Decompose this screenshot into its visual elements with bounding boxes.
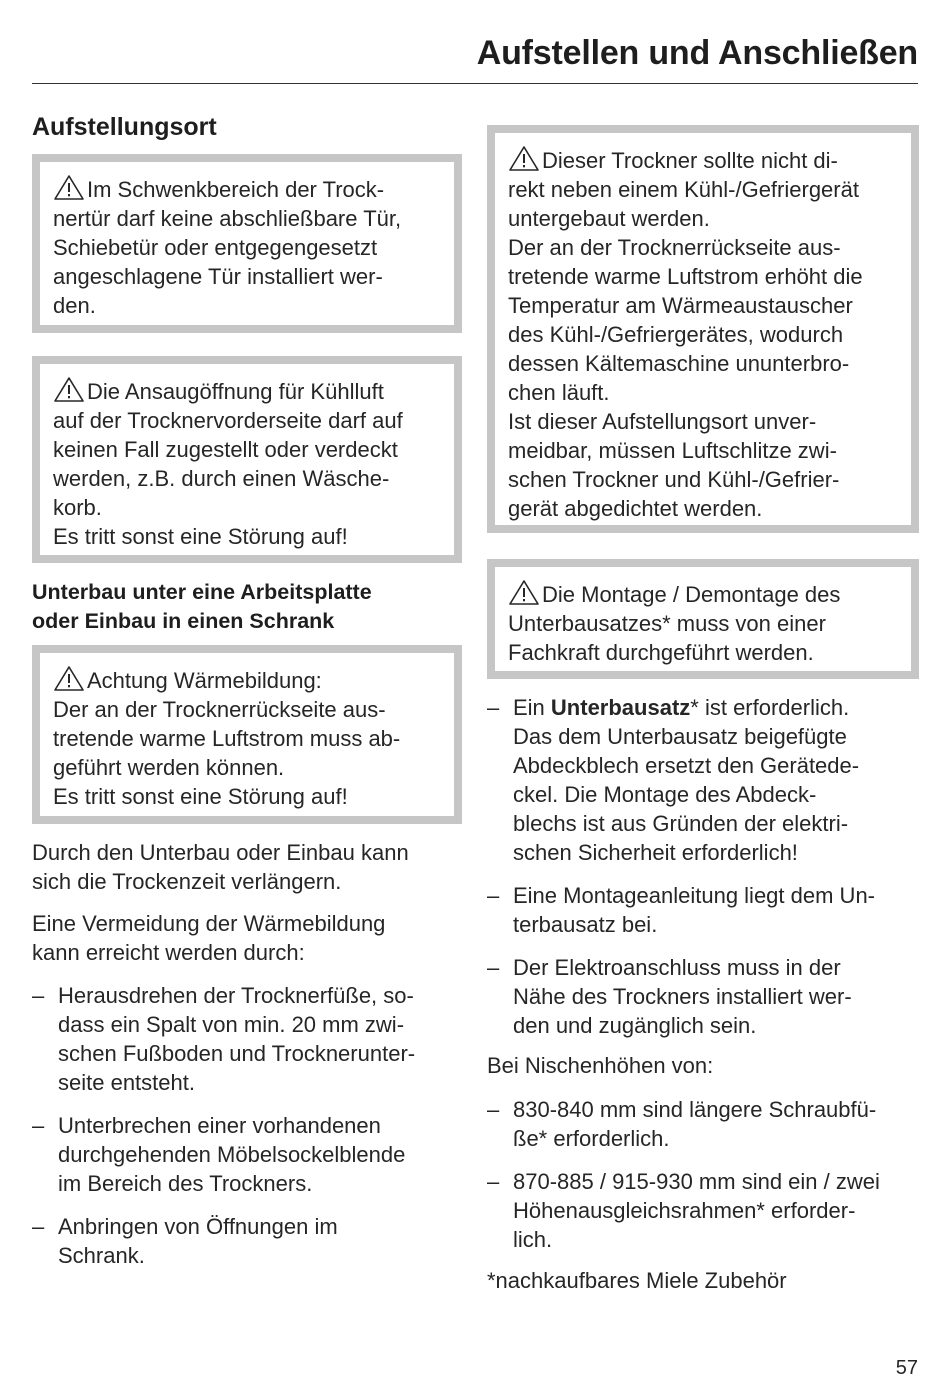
warning-box-swing-area [32, 154, 462, 333]
warning-text: Die Ansaugöffnung für Kühlluft auf der Trocknervorderseite darf auf keinen Fall zugestellt oder verdeckt werden, z.B. durch einen Wäsche- korb. Es tritt sonst eine Störung auf! [53, 376, 440, 551]
warning-triangle-icon [508, 145, 540, 172]
warning-box-mounting [487, 559, 919, 679]
warning-triangle-icon [53, 665, 85, 692]
page-number: 57 [895, 1357, 918, 1379]
warning-text: Im Schwenkbereich der Trock- nertür darf keine abschließbare Tür, Schiebetür oder entgegengesetzt angeschlagene Tür installiert wer- den. [53, 174, 440, 320]
list-item: – Eine Montageanleitung liegt dem Un- terbausatz bei. [487, 883, 876, 937]
list-item: – Anbringen von Öffnungen im Schrank. [32, 1214, 338, 1268]
list-item: – Herausdrehen der Trocknerfüße, so- dass ein Spalt von min. 20 mm zwi- schen Fußboden und Trocknerunter- seite entsteht. [32, 983, 416, 1095]
warning-text: Die Montage / Demontage des Unterbausatzes* muss von einer Fachkraft durchgeführt werden. [508, 579, 897, 667]
measures-list [32, 981, 462, 1284]
warning-text: Dieser Trockner sollte nicht di- rekt neben einem Kühl-/Gefriergerät untergebaut werden. Der an der Trocknerrückseite aus- tretende warme Luftstrom erhöht die Temperatur am Wärmeaustauscher des Kühl-/Gefriergerätes, wodurch dessen Kältemaschine ununterbro- chen läuft. Ist dieser Aufstellungsort unver- meidbar, müssen Luftschlitze zwi- schen Trockner und Kühl-/Gefrier- gerät abgedichtet werden. [508, 145, 897, 523]
niche-heights-list [487, 1095, 919, 1268]
list-item: – Ein Unterbausatz* ist erforderlich. Das dem Unterbausatz beigefügte Abdeckblech ersetzt den Gerätede- ckel. Die Montage des Abdeck- blechs ist aus Gründen der elektri- schen Sicherheit erforderlich! [487, 695, 860, 865]
requirements-list [487, 693, 919, 1054]
page-header-title: Aufstellen und Anschließen [476, 34, 918, 72]
subheading-installation: Unterbau unter eine Arbeitsplatte oder Einbau in einen Schrank [32, 580, 372, 633]
section-title: Aufstellungsort [32, 113, 217, 141]
header-divider [32, 83, 918, 84]
list-item: – Der Elektroanschluss muss in der Nähe des Trockners installiert wer- den und zugänglich sein. [487, 955, 852, 1038]
paragraph-avoid-heat: Eine Vermeidung der Wärmebildung kann erreicht werden durch: [32, 911, 386, 965]
list-item: – Unterbrechen einer vorhandenen durchgehenden Möbelsockelblende im Bereich des Trockners. [32, 1113, 406, 1196]
list-item: – 870-885 / 915-930 mm sind ein / zwei Höhenausgleichsrahmen* erforder- lich. [487, 1169, 880, 1252]
warning-box-heat [32, 645, 462, 824]
warning-box-fridge [487, 125, 919, 533]
accessory-footnote: *nachkaufbares Miele Zubehör [487, 1268, 787, 1293]
warning-triangle-icon [53, 376, 85, 403]
warning-box-air-intake [32, 356, 462, 563]
niche-heights-intro: Bei Nischenhöhen von: [487, 1053, 714, 1078]
list-item: – 830-840 mm sind längere Schraubfü- ße* erforderlich. [487, 1097, 877, 1151]
paragraph-drying-time: Durch den Unterbau oder Einbau kann sich die Trockenzeit verlängern. [32, 840, 409, 894]
warning-triangle-icon [53, 174, 85, 201]
warning-triangle-icon [508, 579, 540, 606]
warning-text: Achtung Wärmebildung: Der an der Trocknerrückseite aus- tretende warme Luftstrom muss ab- geführt werden können. Es tritt sonst eine Störung auf! [53, 665, 440, 811]
